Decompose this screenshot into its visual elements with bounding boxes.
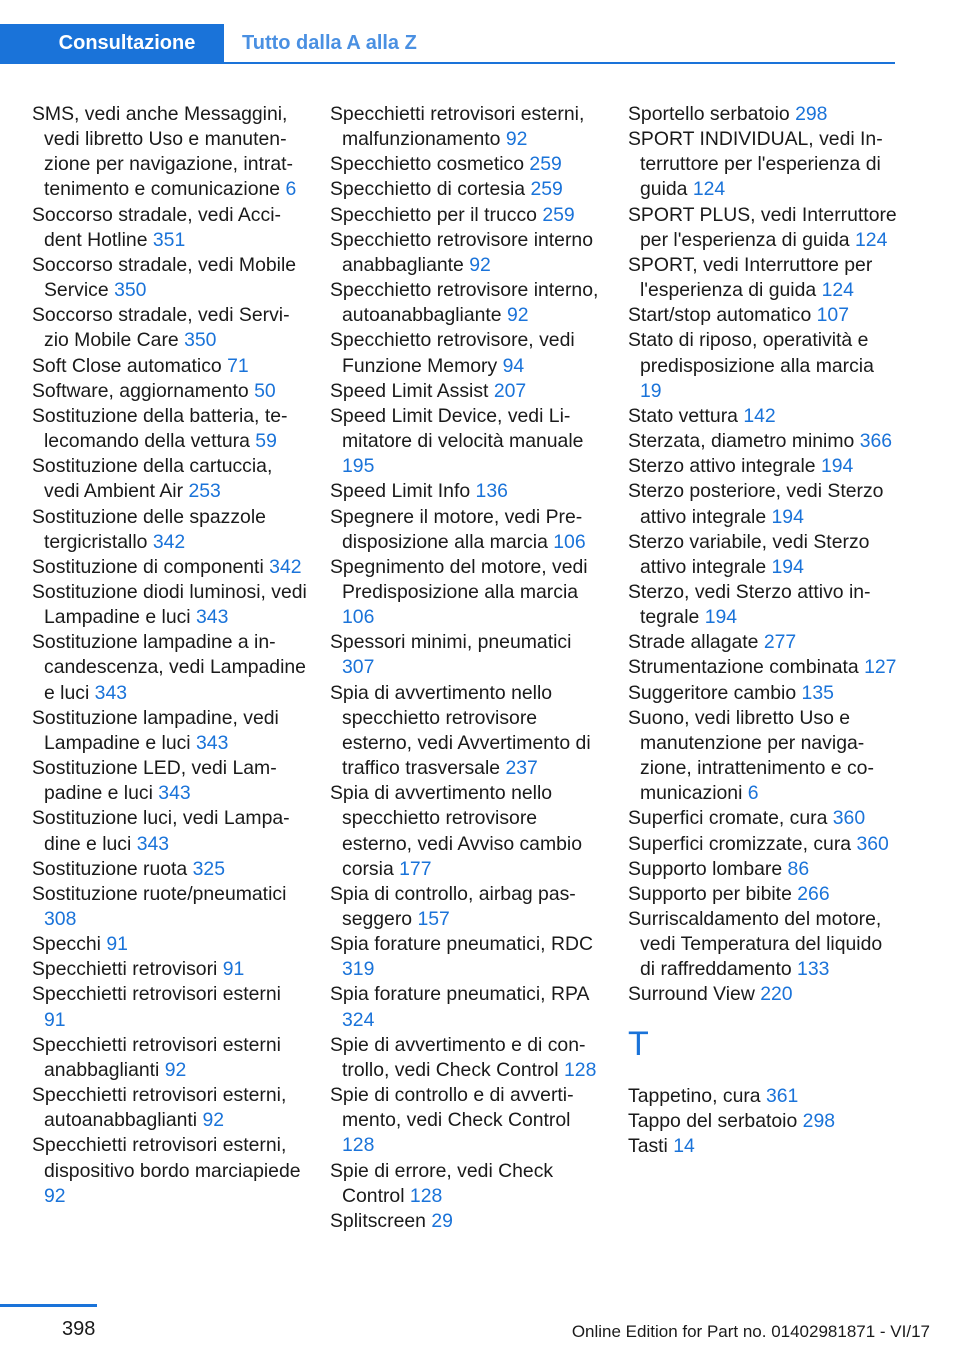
entry-text: Sostituzione ruote/pneumatici <box>32 882 287 905</box>
entry-page-link[interactable]: 253 <box>188 480 221 503</box>
index-entry <box>32 379 307 404</box>
entry-page-link[interactable]: 360 <box>856 832 889 855</box>
index-entry <box>330 328 605 378</box>
entry-page-link[interactable]: 86 <box>787 857 810 880</box>
index-entry <box>32 706 307 756</box>
index-entry <box>628 655 898 680</box>
tab-consultazione-label: Consultazione <box>58 31 196 54</box>
entry-text: Soccorso stradale, vedi Servizio Mobile Care <box>32 304 290 352</box>
index-entry <box>32 404 307 454</box>
entry-page-link[interactable]: 50 <box>254 379 276 402</box>
entry-page-link[interactable]: 135 <box>801 681 834 704</box>
index-entry <box>330 278 605 328</box>
index-entry <box>32 203 307 253</box>
entry-page-link[interactable]: 343 <box>196 606 229 629</box>
entry-page-link[interactable]: 325 <box>192 857 225 880</box>
entry-page-link[interactable]: 128 <box>342 1134 375 1157</box>
entry-text: Specchietto retrovisore interno, autoanabbagliante <box>330 279 599 327</box>
entry-text: Splitscreen <box>330 1209 426 1232</box>
entry-text: Speed Limit Assist <box>330 379 489 402</box>
index-entry <box>628 857 898 882</box>
index-entry <box>32 505 307 555</box>
entry-page-link[interactable]: 343 <box>136 832 170 855</box>
index-entry <box>628 706 898 807</box>
index-entry <box>330 630 605 680</box>
entry-text: Strade allagate <box>628 631 759 654</box>
index-entry <box>628 1134 898 1159</box>
entry-text: Sterzo attivo integrale <box>628 455 816 478</box>
entry-page-link[interactable]: 91 <box>106 933 128 956</box>
index-entry <box>628 907 898 982</box>
tab-consultazione[interactable] <box>0 24 224 62</box>
entry-page-link[interactable]: 361 <box>765 1084 799 1107</box>
entry-text: Supporto lombare <box>628 857 783 880</box>
entry-text: Specchietti retrovisori esterni <box>32 983 281 1006</box>
index-entry <box>330 982 605 1032</box>
entry-text: SPORT INDIVIDUAL, vedi Interruttore per l'esperienza di guida <box>628 128 883 201</box>
index-entry <box>330 882 605 932</box>
entry-page-link[interactable]: 298 <box>795 103 828 125</box>
entry-text: Sostituzione della cartuccia, vedi Ambient Air <box>32 455 273 503</box>
entry-text: Sostituzione lampadine, vedi Lampadine e luci <box>32 706 279 754</box>
entry-text: Suggeritore cambio <box>628 681 797 704</box>
index-entry <box>32 253 307 303</box>
entry-text: Sostituzione di componenti <box>32 555 264 578</box>
entry-page-link[interactable]: 307 <box>342 656 375 679</box>
index-entry <box>628 1109 898 1134</box>
entry-page-link[interactable]: 29 <box>431 1209 453 1232</box>
index-entry <box>628 479 898 529</box>
index-entry <box>628 454 898 479</box>
index-entry <box>32 806 307 856</box>
index-entry <box>32 882 307 932</box>
index-entry <box>32 454 307 504</box>
entry-text: Specchietti retrovisori esterni, autoanabbaglianti <box>32 1084 287 1132</box>
tab-tutto-label: Tutto dalla A alla Z <box>242 31 417 54</box>
entry-page-link[interactable]: 220 <box>760 983 793 1006</box>
index-column-2 <box>330 102 605 1234</box>
entry-text: Soft Close automatico <box>32 354 222 377</box>
entry-text: Spie di controllo e di avvertimento, vedi Check Control <box>330 1084 574 1132</box>
index-column-3-s-entries <box>628 102 898 1008</box>
entry-text: Sterzo posteriore, vedi Sterzo attivo integrale <box>628 480 884 528</box>
entry-text: Spessori minimi, pneumatici <box>330 631 572 654</box>
entry-page-link[interactable]: 19 <box>640 379 662 402</box>
entry-page-link[interactable]: 324 <box>342 1008 375 1031</box>
entry-page-link[interactable]: 157 <box>417 908 450 930</box>
entry-text: Sportello serbatoio <box>628 103 790 125</box>
index-entry <box>330 152 605 177</box>
entry-page-link[interactable]: 350 <box>114 279 147 302</box>
entry-text: Stato vettura <box>628 404 738 427</box>
entry-text: SPORT PLUS, vedi Interruttore per l'esperienza di guida <box>628 203 897 251</box>
entry-page-link[interactable]: 14 <box>673 1134 695 1157</box>
index-entry <box>32 303 307 353</box>
entry-text: Spia di avvertimento nello specchietto retrovisore esterno, vedi Avviso cambio corsia <box>330 782 582 880</box>
entry-page-link[interactable]: 91 <box>222 958 245 981</box>
entry-page-link[interactable]: 177 <box>399 857 432 880</box>
entry-page-link[interactable]: 237 <box>505 757 538 780</box>
entry-text: Sostituzione LED, vedi Lampadine e luci <box>32 757 277 805</box>
index-entry <box>330 1083 605 1158</box>
index-entry <box>330 555 605 630</box>
entry-page-link[interactable]: 194 <box>820 455 854 478</box>
entry-page-link[interactable]: 343 <box>196 731 229 754</box>
index-entry <box>628 630 898 655</box>
index-entry <box>32 1033 307 1083</box>
entry-page-link[interactable]: 124 <box>692 178 726 201</box>
index-entry <box>628 806 898 831</box>
entry-text: Spia di controllo, airbag passeggero <box>330 882 576 930</box>
entry-text: Specchietto di cortesia <box>330 178 526 201</box>
index-entry <box>32 857 307 882</box>
entry-page-link[interactable]: 308 <box>44 908 77 930</box>
entry-text: Tappo del serbatoio <box>628 1109 798 1132</box>
entry-page-link[interactable]: 266 <box>797 882 830 905</box>
index-entry <box>330 203 605 228</box>
entry-page-link[interactable]: 366 <box>859 430 893 453</box>
index-entry <box>330 1033 605 1083</box>
entry-text: Sterzo variabile, vedi Sterzo attivo integrale <box>628 530 870 578</box>
index-entry <box>32 630 307 705</box>
entry-text: Strumentazione combinata <box>628 656 859 679</box>
entry-text: Superfici cromate, cura <box>628 807 828 830</box>
entry-text: Soccorso stradale, vedi Mobile Service <box>32 253 297 302</box>
index-entry <box>32 580 307 630</box>
entry-text: SMS, vedi anche Messaggini, vedi libretto Uso e manutenzione per navigazione, intrattenimento e comunicazione <box>32 103 294 201</box>
entry-page-link[interactable]: 92 <box>202 1109 225 1132</box>
index-entry <box>32 1133 307 1208</box>
index-entry <box>628 982 898 1007</box>
index-entry <box>330 404 605 479</box>
entry-text: Sostituzione diodi luminosi, vedi Lampadine e luci <box>32 580 307 629</box>
entry-text: Specchi <box>32 933 101 956</box>
entry-page-link[interactable]: 91 <box>44 1008 66 1031</box>
entry-page-link[interactable]: 124 <box>855 228 888 251</box>
index-entry <box>628 253 898 303</box>
entry-text: Specchietto retrovisore interno anabbagliante <box>330 228 593 276</box>
entry-page-link[interactable]: 59 <box>255 430 277 453</box>
entry-text: Surriscaldamento del motore, vedi Temperatura del liquido di raffreddamento <box>628 908 883 981</box>
entry-page-link[interactable]: 351 <box>152 228 186 251</box>
entry-page-link[interactable]: 106 <box>342 606 375 629</box>
entry-text: SPORT, vedi Interruttore per l'esperienza di guida <box>628 253 873 302</box>
index-entry <box>628 882 898 907</box>
index-entry <box>330 932 605 982</box>
entry-text: Supporto per bibite <box>628 882 792 905</box>
entry-page-link[interactable]: 107 <box>816 304 849 327</box>
entry-page-link[interactable]: 342 <box>152 530 186 553</box>
entry-text: Specchietti retrovisori esterni anabbaglianti <box>32 1033 281 1081</box>
index-entry <box>32 354 307 379</box>
entry-text: Surround View <box>628 983 755 1006</box>
entry-page-link[interactable]: 106 <box>553 530 586 553</box>
entry-text: Suono, vedi libretto Uso e manutenzione per navigazione, intrattenimento e comunicazioni <box>628 706 874 805</box>
entry-text: Start/stop automatico <box>628 304 812 327</box>
index-entry <box>628 580 898 630</box>
entry-page-link[interactable]: 92 <box>506 304 529 327</box>
entry-page-link[interactable]: 94 <box>502 354 525 377</box>
entry-text: Sostituzione lampadine a incandescenza, vedi Lampadine e luci <box>32 631 306 704</box>
entry-page-link[interactable]: 133 <box>797 958 830 981</box>
index-entry <box>628 102 898 127</box>
edition-note: Online Edition for Part no. 01402981871 - VI/17 <box>571 1322 930 1341</box>
index-entry <box>628 404 898 429</box>
entry-text: Specchietto per il trucco <box>330 203 537 226</box>
entry-text: Specchietto retrovisore, vedi Funzione Memory <box>330 329 575 377</box>
entry-text: Sostituzione ruota <box>32 857 188 880</box>
entry-text: Sterzata, diametro minimo <box>628 430 855 453</box>
entry-page-link[interactable]: 298 <box>802 1109 836 1132</box>
index-column-3-t-entries <box>628 1084 898 1159</box>
index-entry <box>628 1084 898 1109</box>
entry-text: Tappetino, cura <box>628 1084 761 1107</box>
index-column-3 <box>628 102 898 1159</box>
entry-text: Soccorso stradale, vedi Accident Hotline <box>32 203 281 251</box>
entry-text: Specchietti retrovisori <box>32 958 218 981</box>
entry-page-link[interactable]: 259 <box>530 178 563 201</box>
entry-page-link[interactable]: 194 <box>771 555 804 578</box>
entry-page-link[interactable]: 92 <box>164 1058 187 1081</box>
entry-page-link[interactable]: 127 <box>864 656 897 679</box>
entry-page-link[interactable]: 259 <box>542 203 575 226</box>
entry-page-link[interactable]: 259 <box>529 153 562 176</box>
index-entry <box>330 177 605 202</box>
entry-text: Spia forature pneumatici, RDC <box>330 933 593 956</box>
entry-text: Speed Limit Info <box>330 480 471 503</box>
entry-text: Specchietto cosmetico <box>330 153 525 176</box>
index-column-1 <box>32 102 307 1209</box>
index-entry <box>32 102 307 203</box>
page-number: 398 <box>62 1318 96 1340</box>
entry-page-link[interactable]: 128 <box>564 1058 597 1081</box>
entry-page-link[interactable]: 92 <box>469 253 491 276</box>
index-entry <box>330 681 605 782</box>
index-entry <box>330 379 605 404</box>
entry-text: Sostituzione della batteria, telecomando della vettura <box>32 404 288 453</box>
entry-page-link[interactable]: 343 <box>158 782 191 805</box>
entry-text: Tasti <box>628 1134 668 1157</box>
page-header <box>0 24 895 64</box>
index-entry <box>628 203 898 253</box>
entry-page-link[interactable]: 342 <box>269 555 302 578</box>
entry-page-link[interactable]: 277 <box>763 631 797 654</box>
entry-text: Stato di riposo, operatività e predisposizione alla marcia <box>628 329 874 377</box>
index-entry <box>628 303 898 328</box>
index-entry <box>330 505 605 555</box>
entry-page-link[interactable]: 319 <box>342 958 375 981</box>
footer-rule <box>0 1304 97 1307</box>
entry-text: Spie di errore, vedi Check Control <box>330 1159 554 1207</box>
entry-page-link[interactable]: 6 <box>285 178 297 201</box>
index-entry <box>330 102 605 152</box>
index-entry <box>628 127 898 202</box>
index-entry <box>32 756 307 806</box>
entry-text: Specchietti retrovisori esterni, malfunzionamento <box>330 103 585 151</box>
entry-page-link[interactable]: 194 <box>704 606 738 629</box>
entry-page-link[interactable]: 71 <box>227 354 249 377</box>
entry-text: Spia forature pneumatici, RPA <box>330 983 589 1006</box>
entry-page-link[interactable]: 124 <box>821 279 854 302</box>
entry-text: Speed Limit Device, vedi Limitatore di velocità manuale <box>330 404 584 453</box>
index-entry <box>330 781 605 882</box>
index-entry <box>330 228 605 278</box>
entry-text: Sostituzione luci, vedi Lampadine e luci <box>32 807 290 855</box>
tab-tutto-dalla-a-alla-z[interactable] <box>242 24 417 62</box>
entry-text: Spie di avvertimento e di controllo, vedi Check Control <box>330 1033 586 1081</box>
section-letter: T <box>628 1024 649 1063</box>
entry-text: Software, aggiornamento <box>32 379 249 402</box>
index-entry <box>628 328 898 403</box>
index-entry <box>628 429 898 454</box>
entry-text: Spegnere il motore, vedi Predisposizione alla marcia <box>330 505 583 553</box>
entry-text: Sterzo, vedi Sterzo attivo integrale <box>628 580 871 629</box>
entry-page-link[interactable]: 92 <box>505 128 528 151</box>
index-entry <box>628 832 898 857</box>
entry-page-link[interactable]: 343 <box>94 681 128 704</box>
entry-page-link[interactable]: 360 <box>832 807 866 830</box>
entry-text: Superfici cromizzate, cura <box>628 832 852 855</box>
index-entry <box>32 932 307 957</box>
index-entry <box>32 982 307 1032</box>
index-entry <box>628 681 898 706</box>
index-entry <box>32 957 307 982</box>
entry-text: Spia di avvertimento nello specchietto retrovisore esterno, vedi Avvertimento di traffico trasversale <box>330 681 591 780</box>
entry-text: Spegnimento del motore, vedi Predisposizione alla marcia <box>330 555 588 603</box>
entry-page-link[interactable]: 195 <box>342 455 375 478</box>
entry-text: Sostituzione delle spazzole tergicristallo <box>32 505 266 553</box>
index-entry <box>32 1083 307 1133</box>
index-entry <box>330 1209 605 1234</box>
index-entry <box>32 555 307 580</box>
entry-page-link[interactable]: 350 <box>184 329 217 352</box>
index-entry <box>330 1159 605 1209</box>
entry-page-link[interactable]: 194 <box>771 505 804 528</box>
entry-text: Specchietti retrovisori esterni, dispositivo bordo marciapiede <box>32 1134 301 1182</box>
entry-page-link[interactable]: 136 <box>475 480 508 503</box>
entry-page-link[interactable]: 142 <box>743 404 776 427</box>
entry-page-link[interactable]: 207 <box>493 379 527 402</box>
entry-page-link[interactable]: 92 <box>44 1184 66 1207</box>
index-entry <box>628 530 898 580</box>
entry-page-link[interactable]: 128 <box>409 1184 443 1207</box>
index-entry <box>330 479 605 504</box>
entry-page-link[interactable]: 6 <box>747 782 759 805</box>
